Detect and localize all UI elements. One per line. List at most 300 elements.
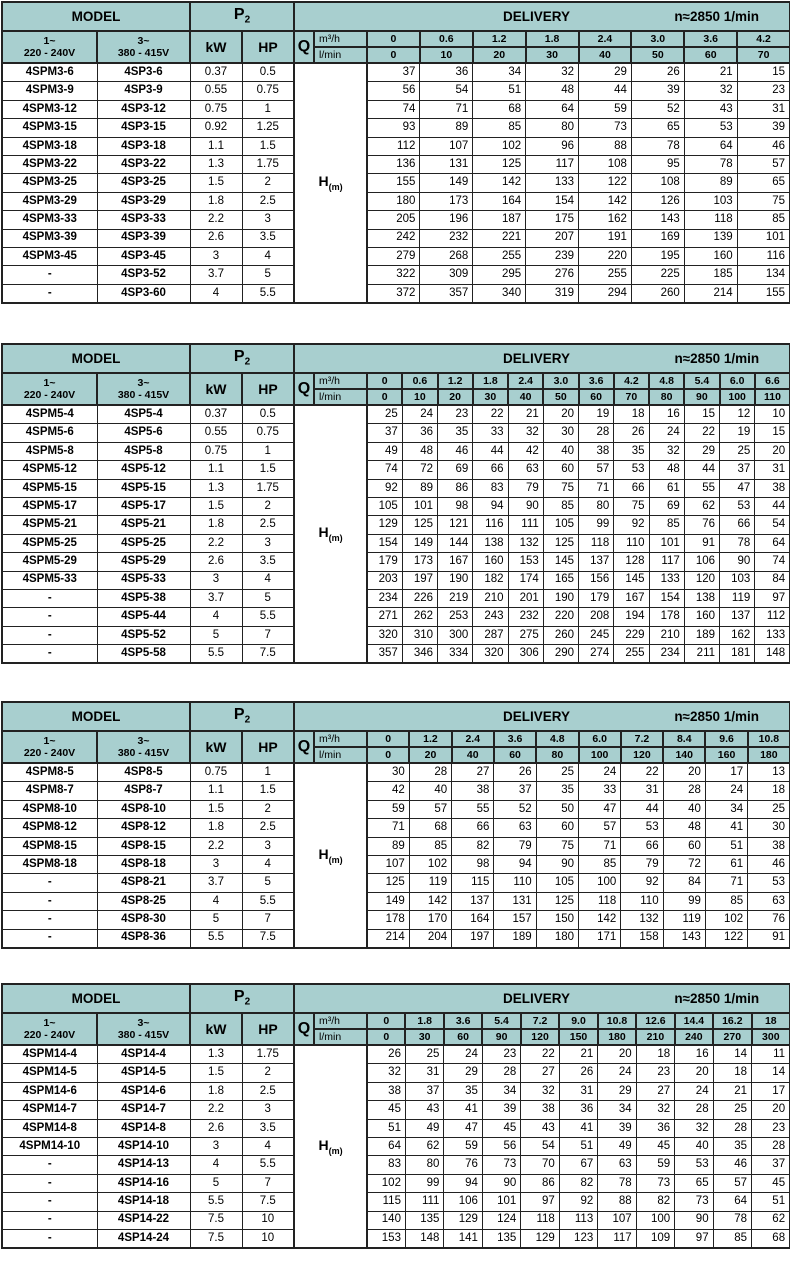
head-value: 116: [473, 516, 508, 534]
head-value: 245: [579, 626, 614, 644]
head-label: H: [318, 524, 329, 541]
head-value: 48: [649, 461, 684, 479]
head-value: 22: [473, 405, 508, 424]
model-three-phase: 4SP3-29: [97, 192, 190, 210]
power-hp: 1.5: [242, 461, 294, 479]
model-three-phase: 4SP8-30: [97, 911, 190, 929]
power-kw: 1.3: [190, 155, 242, 173]
table-row: [2, 608, 790, 626]
power-hp: 4: [242, 247, 294, 265]
head-value: 30: [367, 763, 409, 782]
head-value: 27: [521, 1064, 559, 1082]
head-value: 145: [614, 571, 649, 589]
power-kw: 2.6: [190, 1119, 242, 1137]
head-value: 260: [543, 626, 578, 644]
head-value: 14: [752, 1064, 790, 1082]
flow-lmin-value: 0: [367, 1029, 405, 1045]
head-value: 28: [713, 1119, 751, 1137]
head-value: 131: [494, 892, 536, 910]
head-value: 45: [636, 1137, 674, 1155]
head-value: 86: [438, 479, 473, 497]
head-value: 226: [402, 589, 437, 607]
kw-header: kW: [190, 1013, 242, 1045]
head-value: 85: [705, 892, 747, 910]
head-value: 194: [614, 608, 649, 626]
model-single-phase: -: [2, 1211, 97, 1229]
head-value: 31: [559, 1082, 597, 1100]
head-value: 59: [367, 800, 409, 818]
flow-m3h-value: 0: [367, 1013, 405, 1029]
flow-m3h-value: 4.8: [536, 731, 578, 747]
head-value: 40: [663, 800, 705, 818]
power-kw: 2.2: [190, 534, 242, 552]
model-single-phase: 4SPM3-12: [2, 100, 97, 118]
model-three-phase: 4SP8-25: [97, 892, 190, 910]
head-value: 32: [636, 1101, 674, 1119]
unit-m3h-label: m³/h: [314, 1013, 367, 1029]
power-hp: 2.5: [242, 819, 294, 837]
head-value: 91: [684, 534, 719, 552]
table-row: [2, 911, 790, 929]
head-value: 97: [675, 1229, 713, 1248]
model-single-phase: -: [2, 266, 97, 284]
power-kw: 4: [190, 1156, 242, 1174]
head-value: 118: [579, 892, 621, 910]
head-value: 90: [508, 497, 543, 515]
power-kw: 1.8: [190, 1082, 242, 1100]
single-phase-symbol: 1~: [43, 376, 56, 389]
model-three-phase: 4SP8-15: [97, 837, 190, 855]
head-value: 53: [684, 119, 737, 137]
three-phase-symbol: 3~: [137, 34, 150, 47]
head-value: 90: [482, 1174, 520, 1192]
power-kw: 4: [190, 608, 242, 626]
head-value: 21: [684, 63, 737, 82]
model-single-phase: 4SPM3-33: [2, 211, 97, 229]
head-value: 372: [367, 284, 420, 303]
head-value: 37: [367, 63, 420, 82]
head-value: 162: [720, 626, 755, 644]
model-three-phase: 4SP5-17: [97, 497, 190, 515]
head-value: 31: [405, 1064, 443, 1082]
head-value: 18: [713, 1064, 751, 1082]
head-value: 78: [598, 1174, 636, 1192]
head-value: 108: [579, 155, 632, 173]
head-value: 35: [713, 1137, 751, 1155]
head-value: 80: [579, 497, 614, 515]
head-value: 134: [737, 266, 790, 284]
p2-label: P: [233, 988, 245, 1006]
head-value: 23: [482, 1045, 520, 1064]
head-value: 39: [737, 119, 790, 137]
head-value: 85: [713, 1229, 751, 1248]
head-value: 148: [755, 645, 790, 664]
flow-m3h-value: 1.8: [526, 31, 579, 47]
model-single-phase: -: [2, 911, 97, 929]
head-value: 133: [526, 174, 579, 192]
head-value: 116: [737, 247, 790, 265]
model-single-phase: 4SPM3-18: [2, 137, 97, 155]
flow-lmin-value: 180: [748, 747, 790, 763]
model-single-phase: -: [2, 608, 97, 626]
power-kw: 5: [190, 1174, 242, 1192]
head-label: H: [318, 1136, 329, 1153]
table-row: [2, 763, 790, 782]
head-value: 143: [631, 211, 684, 229]
head-value: 83: [367, 1156, 405, 1174]
head-value: 85: [737, 211, 790, 229]
head-value: 253: [438, 608, 473, 626]
flow-m3h-value: 3.6: [579, 373, 614, 389]
head-value: 28: [663, 782, 705, 800]
power-kw: 5.5: [190, 645, 242, 664]
head-value: 145: [543, 553, 578, 571]
head-value: 220: [579, 247, 632, 265]
model-three-phase: 4SP5-12: [97, 461, 190, 479]
flow-m3h-value: 12.6: [636, 1013, 674, 1029]
flow-m3h-value: 6.6: [755, 373, 790, 389]
model-single-phase: 4SPM3-29: [2, 192, 97, 210]
model-single-phase: 4SPM14-5: [2, 1064, 97, 1082]
power-hp: 7.5: [242, 645, 294, 664]
head-value: 75: [536, 837, 578, 855]
head-value: 24: [579, 763, 621, 782]
power-hp: 1.5: [242, 782, 294, 800]
flow-m3h-value: 5.4: [684, 373, 719, 389]
single-phase-symbol: 1~: [43, 734, 56, 747]
head-value: 98: [438, 497, 473, 515]
head-value: 125: [473, 155, 526, 173]
head-value: 102: [367, 1174, 405, 1192]
head-value: 73: [482, 1156, 520, 1174]
unit-m3h-label: m³/h: [314, 31, 367, 47]
power-hp: 1: [242, 442, 294, 460]
table-row: [2, 837, 790, 855]
head-value: 33: [579, 782, 621, 800]
head-value: 96: [526, 137, 579, 155]
head-value: 18: [748, 782, 790, 800]
head-value: 61: [649, 479, 684, 497]
flow-lmin-value: 20: [438, 389, 473, 405]
head-value: 220: [543, 608, 578, 626]
model-single-phase: 4SPM8-15: [2, 837, 97, 855]
head-value: 83: [473, 479, 508, 497]
model-single-phase: -: [2, 874, 97, 892]
table-row: [2, 1229, 790, 1248]
power-kw: 1.5: [190, 497, 242, 515]
head-value: 89: [684, 174, 737, 192]
head-value: 28: [752, 1137, 790, 1155]
head-value: 44: [755, 497, 790, 515]
model-three-phase: 4SP5-25: [97, 534, 190, 552]
head-value: 133: [649, 571, 684, 589]
three-phase-header: [97, 31, 190, 63]
single-phase-voltage: 220 - 240V: [23, 747, 76, 759]
head-value: 26: [631, 63, 684, 82]
unit-m3h-label: m³/h: [314, 373, 367, 389]
single-phase-voltage: 220 - 240V: [23, 1029, 76, 1041]
power-hp: 7: [242, 1174, 294, 1192]
head-value: 103: [720, 571, 755, 589]
flow-lmin-value: 120: [521, 1029, 559, 1045]
head-value: 20: [752, 1101, 790, 1119]
head-value: 71: [705, 874, 747, 892]
head-value: 46: [748, 855, 790, 873]
model-three-phase: 4SP5-29: [97, 553, 190, 571]
power-hp: 5.5: [242, 1156, 294, 1174]
head-value: 25: [713, 1101, 751, 1119]
head-value: 43: [684, 100, 737, 118]
table-row: [2, 497, 790, 515]
delivery-header: [294, 984, 790, 1013]
power-kw: 7.5: [190, 1229, 242, 1248]
model-three-phase: 4SP5-33: [97, 571, 190, 589]
flow-lmin-value: 40: [452, 747, 494, 763]
head-value: 189: [684, 626, 719, 644]
single-phase-header: [2, 731, 97, 763]
flow-m3h-value: 14.4: [675, 1013, 713, 1029]
power-hp: 2: [242, 800, 294, 818]
table-row: [2, 247, 790, 265]
power-hp: 2.5: [242, 192, 294, 210]
power-hp: 2.5: [242, 516, 294, 534]
head-value: 68: [473, 100, 526, 118]
head-value: 153: [367, 1229, 405, 1248]
model-three-phase: 4SP3-39: [97, 229, 190, 247]
model-single-phase: 4SPM3-6: [2, 63, 97, 82]
flow-lmin-value: 0: [367, 389, 402, 405]
model-three-phase: 4SP3-25: [97, 174, 190, 192]
head-value: 24: [402, 405, 437, 424]
header-row-main: [2, 344, 790, 373]
head-value: 319: [526, 284, 579, 303]
model-three-phase: 4SP5-21: [97, 516, 190, 534]
head-value: 142: [579, 911, 621, 929]
head-value: 29: [684, 442, 719, 460]
model-three-phase: 4SP14-24: [97, 1229, 190, 1248]
head-value: 57: [579, 819, 621, 837]
p2-subscript: 2: [244, 996, 251, 1008]
model-single-phase: -: [2, 892, 97, 910]
head-value: 26: [559, 1064, 597, 1082]
head-value: 97: [755, 589, 790, 607]
table-row: [2, 442, 790, 460]
speed-label: n≈2850 1/min: [674, 708, 760, 724]
head-value: 18: [636, 1045, 674, 1064]
head-value: 13: [748, 763, 790, 782]
model-three-phase: 4SP5-15: [97, 479, 190, 497]
flow-lmin-value: 20: [473, 47, 526, 63]
head-value: 34: [473, 63, 526, 82]
model-single-phase: 4SPM5-33: [2, 571, 97, 589]
head-value: 167: [614, 589, 649, 607]
table-row: [2, 192, 790, 210]
model-three-phase: 4SP5-38: [97, 589, 190, 607]
head-value: 41: [705, 819, 747, 837]
power-hp: 3: [242, 534, 294, 552]
model-three-phase: 4SP5-52: [97, 626, 190, 644]
head-value: 68: [409, 819, 451, 837]
single-phase-voltage: 220 - 240V: [23, 389, 76, 401]
head-value: 173: [402, 553, 437, 571]
power-kw: 0.55: [190, 424, 242, 442]
flow-m3h-value: 2.4: [579, 31, 632, 47]
power-kw: 5: [190, 626, 242, 644]
single-phase-header: [2, 373, 97, 405]
head-value: 54: [521, 1137, 559, 1155]
power-hp: 1: [242, 100, 294, 118]
head-value: 221: [473, 229, 526, 247]
head-value: 78: [684, 155, 737, 173]
model-three-phase: 4SP3-15: [97, 119, 190, 137]
head-value: 35: [444, 1082, 482, 1100]
head-value: 10: [755, 405, 790, 424]
q-header: Q: [294, 731, 314, 763]
head-value: 66: [452, 819, 494, 837]
power-hp: 0.5: [242, 63, 294, 82]
power-hp: 2.5: [242, 1082, 294, 1100]
head-value: 33: [473, 424, 508, 442]
head-value: 167: [438, 553, 473, 571]
table-row: [2, 424, 790, 442]
head-value: 56: [482, 1137, 520, 1155]
head-value: 73: [675, 1193, 713, 1211]
head-value: 85: [649, 516, 684, 534]
head-value: 14: [713, 1045, 751, 1064]
model-single-phase: 4SPM3-9: [2, 82, 97, 100]
power-hp: 3: [242, 837, 294, 855]
head-value: 23: [752, 1119, 790, 1137]
head-value: 63: [494, 819, 536, 837]
flow-lmin-value: 150: [559, 1029, 597, 1045]
flow-m3h-value: 3.6: [684, 31, 737, 47]
model-single-phase: 4SPM14-6: [2, 1082, 97, 1100]
flow-m3h-value: 1.2: [438, 373, 473, 389]
power-hp: 7: [242, 626, 294, 644]
table-row: [2, 266, 790, 284]
head-value: 41: [559, 1119, 597, 1137]
head-value: 37: [405, 1082, 443, 1100]
head-value: 57: [409, 800, 451, 818]
head-value: 92: [367, 479, 402, 497]
head-value: 164: [452, 911, 494, 929]
head-value: 35: [438, 424, 473, 442]
power-hp: 4: [242, 855, 294, 873]
model-three-phase: 4SP14-18: [97, 1193, 190, 1211]
model-single-phase: 4SPM14-10: [2, 1137, 97, 1155]
speed-label: n≈2850 1/min: [674, 350, 760, 366]
unit-lmin-label: l/min: [314, 1029, 367, 1045]
head-value: 36: [420, 63, 473, 82]
power-hp: 1.75: [242, 1045, 294, 1064]
head-value: 85: [409, 837, 451, 855]
head-value: 175: [526, 211, 579, 229]
head-value: 56: [367, 82, 420, 100]
power-kw: 1.1: [190, 461, 242, 479]
head-value: 36: [636, 1119, 674, 1137]
head-value: 92: [614, 516, 649, 534]
kw-header: kW: [190, 31, 242, 63]
power-kw: 0.55: [190, 82, 242, 100]
flow-m3h-value: 9.0: [559, 1013, 597, 1029]
power-hp: 1.75: [242, 155, 294, 173]
power-kw: 2.6: [190, 229, 242, 247]
hp-header: HP: [242, 731, 294, 763]
head-value: 64: [713, 1193, 751, 1211]
head-value: 85: [473, 119, 526, 137]
head-value: 129: [444, 1211, 482, 1229]
head-value: 34: [598, 1101, 636, 1119]
flow-m3h-value: 18: [752, 1013, 790, 1029]
head-value: 310: [402, 626, 437, 644]
table-row: [2, 174, 790, 192]
head-value: 25: [720, 442, 755, 460]
model-single-phase: 4SPM3-39: [2, 229, 97, 247]
head-value: 133: [755, 626, 790, 644]
head-value: 37: [494, 782, 536, 800]
head-value: 112: [367, 137, 420, 155]
head-value: 139: [684, 229, 737, 247]
head-value: 232: [508, 608, 543, 626]
head-value: 180: [367, 192, 420, 210]
unit-lmin-label: l/min: [314, 47, 367, 63]
head-value: 22: [521, 1045, 559, 1064]
head-value: 165: [543, 571, 578, 589]
head-value: 53: [614, 461, 649, 479]
head-value: 306: [508, 645, 543, 664]
head-value: 94: [494, 855, 536, 873]
q-header: Q: [294, 31, 314, 63]
head-value: 138: [684, 589, 719, 607]
head-value: 40: [675, 1137, 713, 1155]
performance-table-4sp14: [1, 983, 789, 1249]
head-value: 15: [755, 424, 790, 442]
pump-table: [1, 343, 790, 664]
head-value: 142: [473, 174, 526, 192]
single-phase-symbol: 1~: [43, 34, 56, 47]
head-value: 57: [713, 1174, 751, 1192]
power-kw: 0.75: [190, 100, 242, 118]
head-value: 23: [737, 82, 790, 100]
head-value: 110: [621, 892, 663, 910]
power-hp: 5.5: [242, 892, 294, 910]
head-value: 62: [752, 1211, 790, 1229]
power-kw: 2.2: [190, 837, 242, 855]
head-value: 268: [420, 247, 473, 265]
head-value: 234: [649, 645, 684, 664]
head-value: 94: [473, 497, 508, 515]
single-phase-header: [2, 31, 97, 63]
head-value: 320: [473, 645, 508, 664]
head-value: 51: [752, 1193, 790, 1211]
head-value: 49: [598, 1137, 636, 1155]
flow-m3h-value: 8.4: [663, 731, 705, 747]
flow-m3h-value: 10.8: [598, 1013, 636, 1029]
head-value: 99: [579, 516, 614, 534]
flow-lmin-value: 50: [543, 389, 578, 405]
head-value: 18: [614, 405, 649, 424]
model-three-phase: 4SP14-16: [97, 1174, 190, 1192]
head-value: 89: [367, 837, 409, 855]
table-row: [2, 1174, 790, 1192]
flow-lmin-value: 60: [684, 47, 737, 63]
head-value: 90: [720, 553, 755, 571]
head-value: 108: [631, 174, 684, 192]
delivery-label: DELIVERY: [503, 990, 571, 1006]
head-value: 207: [526, 229, 579, 247]
head-value: 97: [521, 1193, 559, 1211]
head-value: 51: [473, 82, 526, 100]
